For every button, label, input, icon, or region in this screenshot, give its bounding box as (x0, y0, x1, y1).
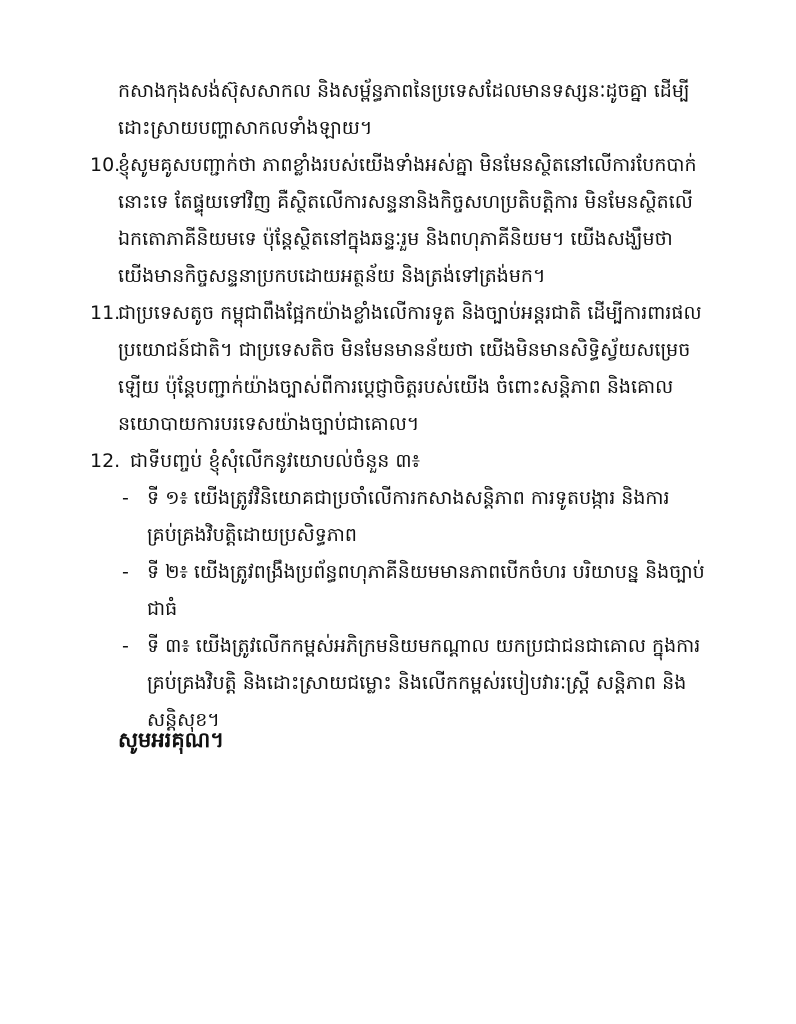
item-11-number: 11. (90, 302, 121, 324)
intro-line-2: ដោះស្រាយបញ្ហាសាកលទាំងឡាយ។ (118, 117, 373, 139)
item-12-number: 12. (90, 450, 121, 472)
closing-thanks: សូមអរគុណ។ (118, 728, 225, 752)
bullet-1-line-1: ទី ១៖ យើងត្រូវវិនិយោគជាប្រចាំលើការកសាងសន្តិភាព ការទូតបង្ការ និងការ (147, 487, 670, 509)
item-10-line-1: ខ្ញុំសូមគូសបញ្ជាក់ថា ភាពខ្លាំងរបស់យើងទាំងអស់គ្នា មិនមែនស្ថិតនៅលើការបែកបាក់ (118, 154, 697, 176)
item-11-line-2: ប្រយោជន៍ជាតិ។ ជាប្រទេសតិច មិនមែនមានន័យថា យើងមិនមានសិទ្ធិស្វ័យសម្រេច (118, 339, 691, 361)
bullet-3-marker: - (122, 635, 129, 657)
bullet-3-line-2: គ្រប់គ្រងវិបត្តិ និងដោះស្រាយជម្លោះ និងលើកកម្ពស់របៀបវារៈស្ត្រី សន្តិភាព និង (147, 672, 687, 694)
item-12-line-1: ជាទីបញ្ចប់ ខ្ញុំសុំលើកនូវយោបល់ចំនួន ៣៖ (130, 450, 420, 472)
bullet-3-line-3: សន្តិសុខ។ (147, 709, 220, 731)
item-11-line-3: ឡើយ ប៉ុន្តែបញ្ជាក់យ៉ាងច្បាស់ពីការប្តេជ្ញាចិត្តរបស់យើង ចំពោះសន្តិភាព និងគោល (118, 376, 674, 398)
item-10-number: 10. (90, 154, 121, 176)
bullet-1-marker: - (122, 487, 129, 509)
item-10-line-3: ឯកតោភាគីនិយមទេ ប៉ុន្តែស្ថិតនៅក្នុងឆន្ទៈរួម និងពហុភាគីនិយម។ យើងសង្ឃឹមថា (118, 228, 673, 250)
bullet-1-line-2: គ្រប់គ្រងវិបត្តិដោយប្រសិទ្ធភាព (147, 524, 357, 546)
bullet-3-line-1: ទី ៣៖ យើងត្រូវលើកកម្ពស់អភិក្រមនិយមកណ្តាល យកប្រជាជនជាគោល ក្នុងការ (147, 635, 701, 657)
intro-line-1: កសាងកុងសង់ស៊ុសសាកល និងសម្ព័ន្ធភាពនៃប្រទេសដែលមានទស្សនៈដូចគ្នា ដើម្បី (118, 80, 690, 102)
item-10-line-4: យើងមានកិច្ចសន្ទនាប្រកបដោយអត្ថន័យ និងត្រង់ទៅត្រង់មក។ (118, 265, 546, 287)
bullet-2-line-1: ទី ២៖ យើងត្រូវពង្រឹងប្រព័ន្ធពហុភាគីនិយមមានភាពបើកចំហរ បរិយាបន្ន និងច្បាប់ (147, 561, 705, 583)
item-10-line-2: នោះទេ តែផ្ទុយទៅវិញ គឺស្ថិតលើការសន្ទនានិងកិច្ចសហប្រតិបត្តិការ មិនមែនស្ថិតលើ (118, 191, 693, 213)
bullet-2-marker: - (122, 561, 129, 583)
item-11-line-4: នយោបាយការបរទេសយ៉ាងច្បាប់ជាគោល។ (118, 413, 420, 435)
item-11-line-1: ជាប្រទេសតូច កម្ពុជាពឹងផ្អែកយ៉ាងខ្លាំងលើការទូត និងច្បាប់អន្តរជាតិ ដើម្បីការពារផល (118, 302, 702, 324)
bullet-2-line-2: ជាធំ (147, 598, 178, 620)
